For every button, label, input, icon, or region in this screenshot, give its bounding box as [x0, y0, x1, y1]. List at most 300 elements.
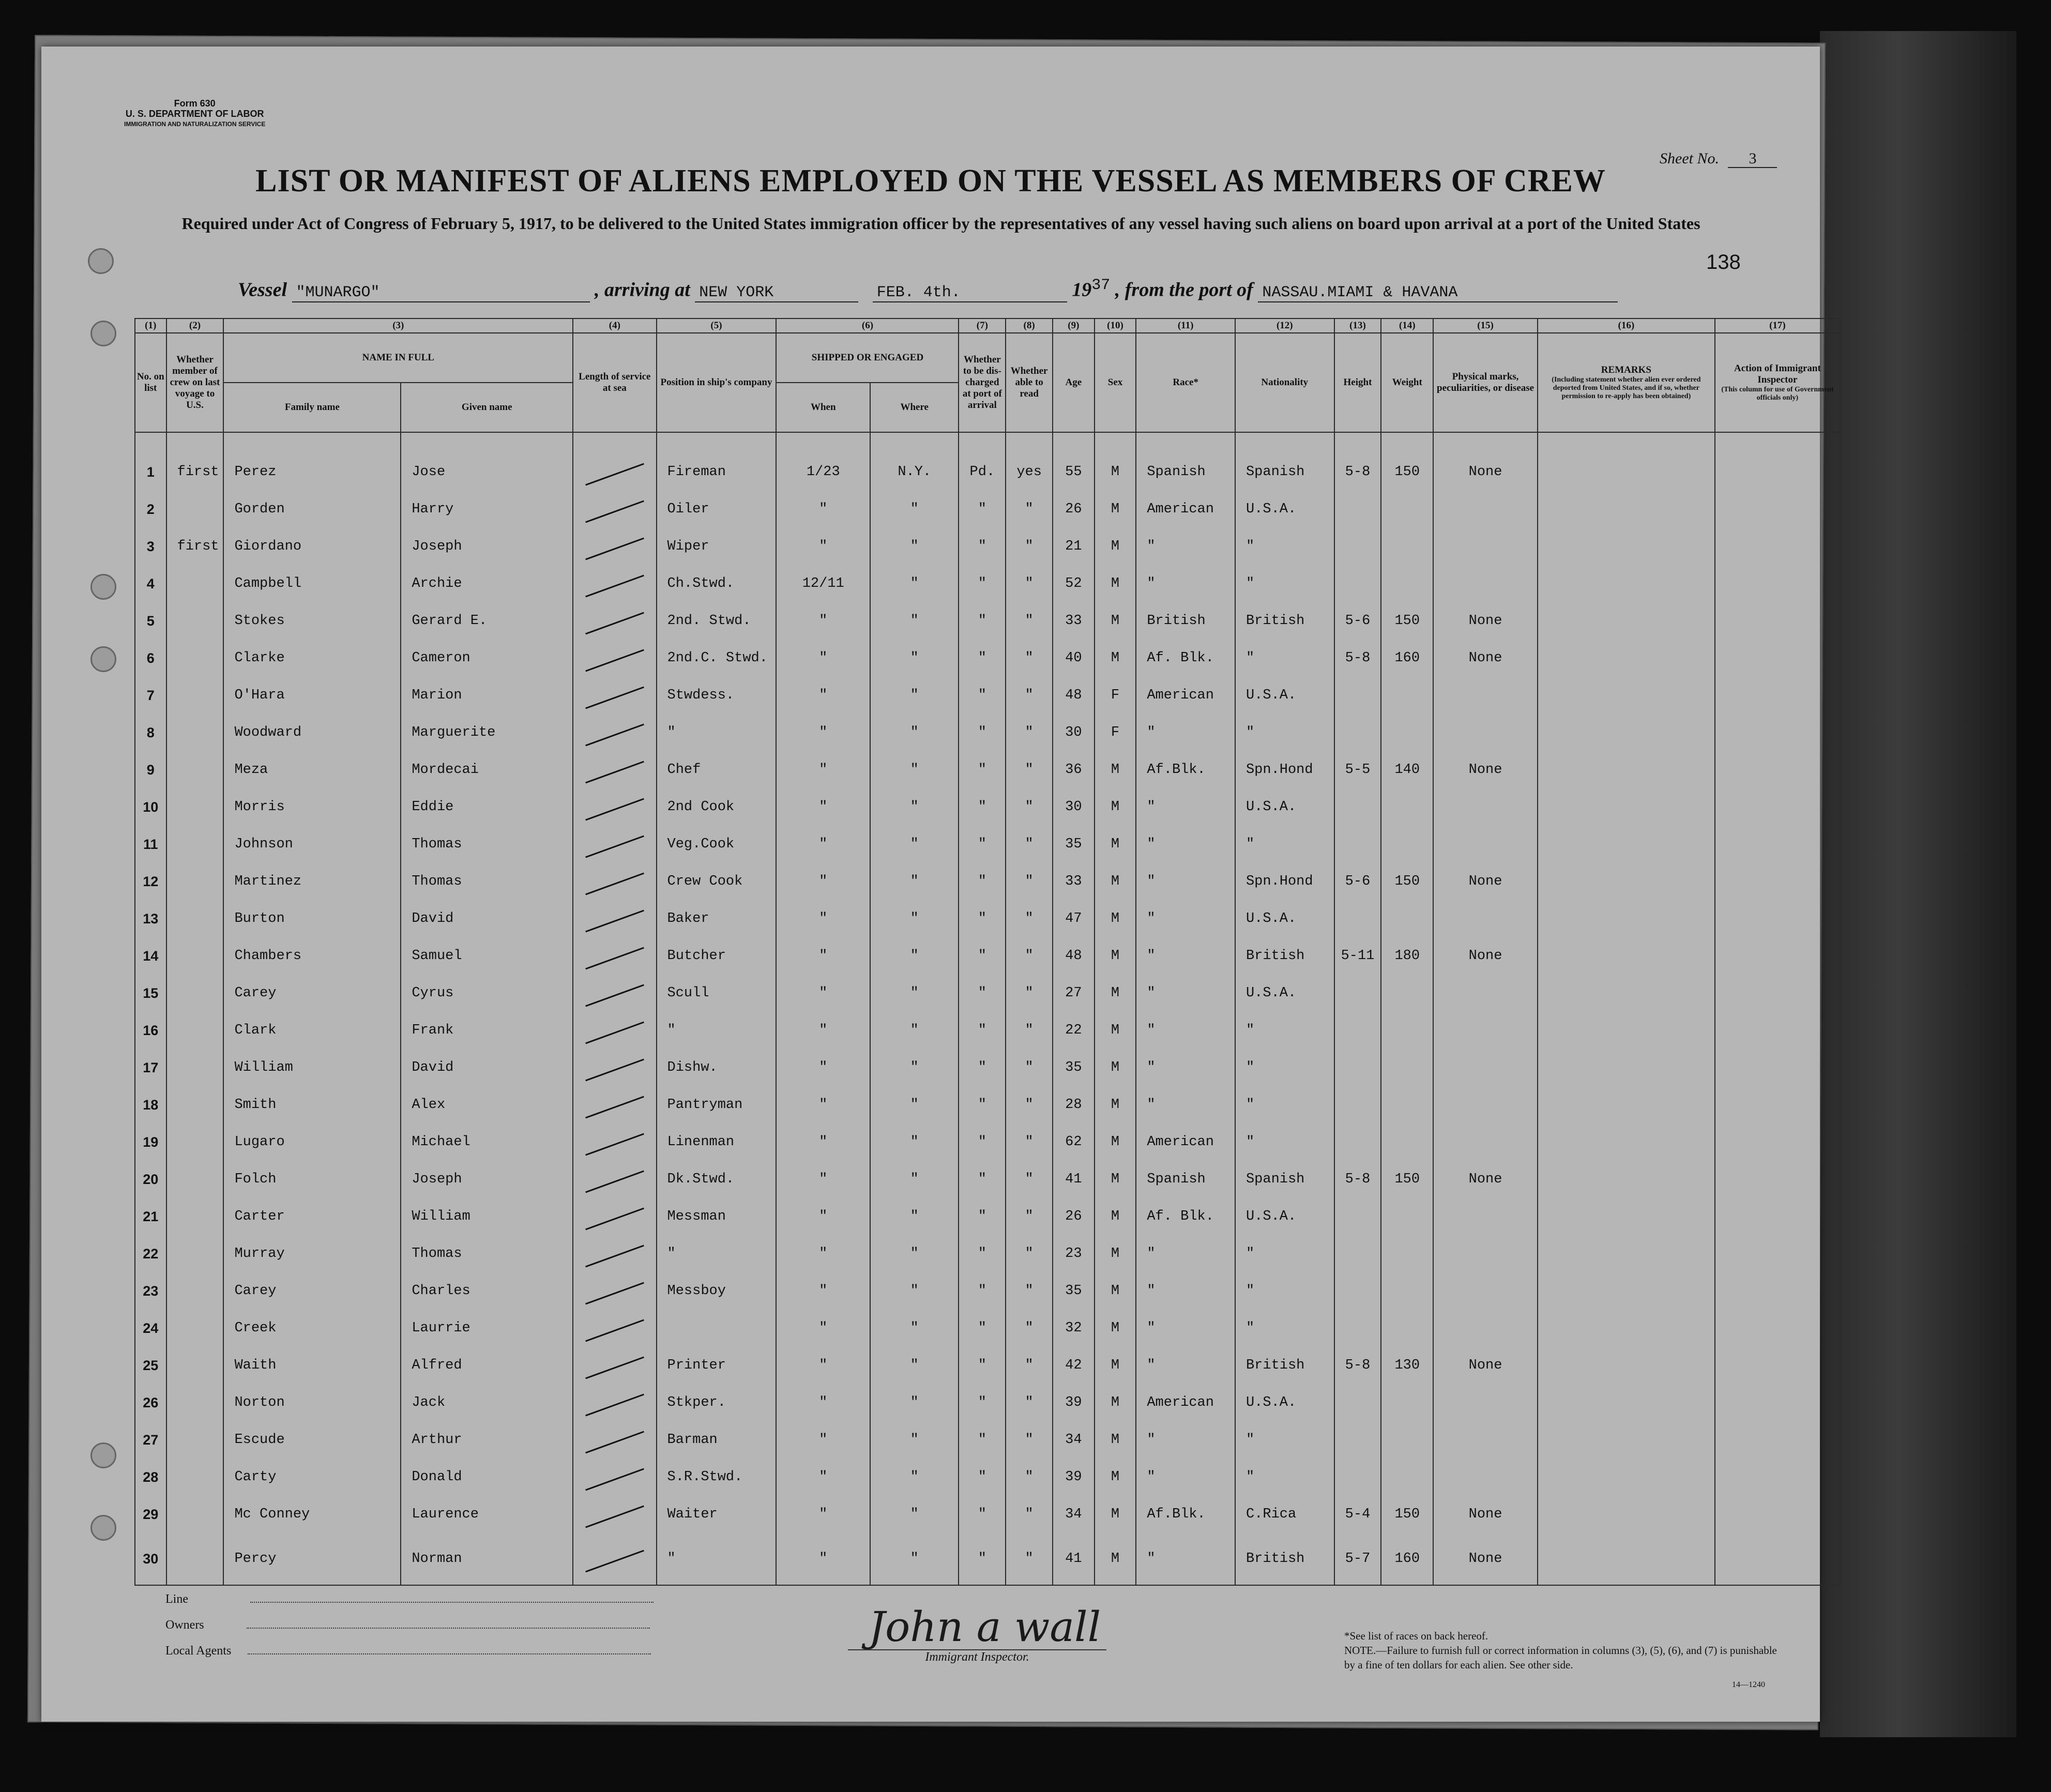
service-checkmark [573, 1012, 656, 1049]
cell-weight [1381, 1272, 1433, 1310]
cell-marks [1433, 714, 1538, 751]
empty-cell [1715, 1198, 1840, 1235]
cell-sex: M [1095, 788, 1136, 826]
cell-no: 28 [135, 1459, 166, 1496]
cell-where: " [870, 1421, 959, 1459]
empty-cell [1538, 900, 1715, 937]
header-last-voyage: Whether member of crew on last voyage to U.S. [166, 333, 224, 432]
cell-family: Johnson [223, 826, 401, 863]
cell-family: William [223, 1049, 401, 1086]
cell-position: Baker [657, 900, 777, 937]
table-row [135, 565, 1840, 602]
cell-where: " [870, 1235, 959, 1272]
check-slash-icon [585, 1282, 644, 1305]
cell-read: " [1006, 602, 1053, 640]
cell-no: 8 [135, 714, 166, 751]
table-row [135, 453, 1840, 491]
table-row [135, 1533, 1840, 1585]
table-row [135, 826, 1840, 863]
cell-weight: 150 [1381, 602, 1433, 640]
cell-marks [1433, 1272, 1538, 1310]
service-checkmark [573, 1161, 656, 1198]
cell-position: Dk.Stwd. [657, 1161, 777, 1198]
check-slash-icon [585, 687, 644, 709]
service-checkmark [573, 751, 656, 788]
cell-weight: 140 [1381, 751, 1433, 788]
empty-cell [1715, 1496, 1840, 1533]
empty-cell [1538, 788, 1715, 826]
cell-given: Archie [401, 565, 573, 602]
cell-race: " [1136, 1459, 1235, 1496]
cell-sex: M [1095, 975, 1136, 1012]
cell-marks [1433, 1049, 1538, 1086]
service-checkmark [573, 565, 656, 602]
cell-no: 11 [135, 826, 166, 863]
header-physical-marks: Physical marks, peculiarities, or disease [1433, 333, 1538, 432]
cell-height [1334, 528, 1381, 565]
cell-position: Butcher [657, 937, 777, 975]
cell-family: Stokes [223, 602, 401, 640]
department: U. S. DEPARTMENT OF LABOR [125, 109, 264, 119]
cell-family: Folch [223, 1161, 401, 1198]
cell-where: " [870, 1496, 959, 1533]
cell-read: " [1006, 1347, 1053, 1384]
binder-hole [90, 646, 116, 672]
cell-sex: M [1095, 900, 1136, 937]
cell-position: Waiter [657, 1496, 777, 1533]
service-checkmark [573, 1347, 656, 1384]
cell-when: " [776, 826, 870, 863]
cell-sex: M [1095, 1533, 1136, 1585]
cell-read: " [1006, 1421, 1053, 1459]
cell-read: " [1006, 1310, 1053, 1347]
service-checkmark [573, 1235, 656, 1272]
empty-cell [1538, 1310, 1715, 1347]
cell-marks [1433, 1235, 1538, 1272]
cell-marks: None [1433, 751, 1538, 788]
cell-when: " [776, 1012, 870, 1049]
arrival-date: FEB. 4th. [873, 284, 1067, 302]
column-number-row [135, 318, 1840, 333]
header-family-name: Family name [223, 383, 401, 432]
cell-weight [1381, 677, 1433, 714]
empty-cell [1538, 1272, 1715, 1310]
cell-discharged: " [959, 1198, 1006, 1235]
col-no-1: (1) [135, 318, 166, 333]
cell-position: 2nd. Stwd. [657, 602, 777, 640]
cell-when: " [776, 937, 870, 975]
races-note: *See list of races on back hereof. [1344, 1630, 1488, 1642]
cell-given: Gerard E. [401, 602, 573, 640]
service-checkmark [573, 640, 656, 677]
cell-no: 20 [135, 1161, 166, 1198]
cell-no: 13 [135, 900, 166, 937]
cell-discharged: " [959, 1235, 1006, 1272]
cell-last-voyage [166, 1272, 224, 1310]
cell-when: " [776, 1198, 870, 1235]
empty-cell [1715, 453, 1840, 491]
empty-cell [1715, 1310, 1840, 1347]
cell-race: " [1136, 1533, 1235, 1585]
cell-no: 5 [135, 602, 166, 640]
cell-marks [1433, 900, 1538, 937]
cell-height [1334, 788, 1381, 826]
cell-sex: M [1095, 640, 1136, 677]
cell-weight: 130 [1381, 1347, 1433, 1384]
header-remarks [1538, 333, 1715, 432]
cell-family: Chambers [223, 937, 401, 975]
cell-last-voyage [166, 1384, 224, 1421]
cell-nationality: " [1235, 1310, 1334, 1347]
service-checkmark [573, 1086, 656, 1123]
cell-marks [1433, 1310, 1538, 1347]
cell-no: 10 [135, 788, 166, 826]
header-weight: Weight [1381, 333, 1433, 432]
cell-weight [1381, 900, 1433, 937]
cell-height [1334, 1421, 1381, 1459]
cell-nationality: " [1235, 1459, 1334, 1496]
cell-when: " [776, 1123, 870, 1161]
cell-height: 5-11 [1334, 937, 1381, 975]
cell-given: David [401, 1049, 573, 1086]
cell-position: Wiper [657, 528, 777, 565]
cell-where: " [870, 975, 959, 1012]
cell-when: 1/23 [776, 453, 870, 491]
penalty-note: NOTE.—Failure to furnish full or correct information in columns (3), (5), (6), and (7) is punishable by a fine of ten dollars for each alien. See other side. [1344, 1644, 1777, 1671]
cell-read: " [1006, 714, 1053, 751]
check-slash-icon [585, 1059, 644, 1082]
empty-cell [1538, 528, 1715, 565]
cell-sex: F [1095, 677, 1136, 714]
cell-no: 29 [135, 1496, 166, 1533]
cell-last-voyage [166, 677, 224, 714]
cell-age: 26 [1053, 491, 1095, 528]
cell-weight: 150 [1381, 1496, 1433, 1533]
cell-discharged: " [959, 1086, 1006, 1123]
cell-height: 5-8 [1334, 453, 1381, 491]
cell-race: Af. Blk. [1136, 1198, 1235, 1235]
cell-height [1334, 1384, 1381, 1421]
header-age: Age [1053, 333, 1095, 432]
header-position: Position in ship's company [657, 333, 777, 432]
col-no-10: (10) [1095, 318, 1136, 333]
cell-given: Joseph [401, 1161, 573, 1198]
cell-last-voyage [166, 491, 224, 528]
check-slash-icon [585, 1431, 644, 1454]
from-port: NASSAU.MIAMI & HAVANA [1258, 284, 1618, 302]
cell-position [657, 1310, 777, 1347]
cell-discharged: " [959, 1123, 1006, 1161]
cell-when: " [776, 1235, 870, 1272]
cell-when: " [776, 1310, 870, 1347]
cell-when: " [776, 900, 870, 937]
cell-read: yes [1006, 453, 1053, 491]
cell-discharged: " [959, 937, 1006, 975]
cell-race: Af.Blk. [1136, 751, 1235, 788]
cell-age: 40 [1053, 640, 1095, 677]
cell-sex: M [1095, 602, 1136, 640]
cell-race: Af. Blk. [1136, 640, 1235, 677]
crew-table [134, 318, 1841, 1586]
col-no-2: (2) [166, 318, 224, 333]
cell-marks [1433, 528, 1538, 565]
table-row [135, 1086, 1840, 1123]
col-no-7: (7) [959, 318, 1006, 333]
table-row [135, 491, 1840, 528]
cell-where: " [870, 1198, 959, 1235]
service-checkmark [573, 1384, 656, 1421]
cell-given: Norman [401, 1533, 573, 1585]
col-no-15: (15) [1433, 318, 1538, 333]
cell-marks [1433, 1384, 1538, 1421]
cell-position: Messboy [657, 1272, 777, 1310]
cell-where: " [870, 937, 959, 975]
cell-discharged: " [959, 640, 1006, 677]
cell-position: " [657, 1012, 777, 1049]
cell-height: 5-8 [1334, 1347, 1381, 1384]
table-row [135, 1310, 1840, 1347]
cell-sex: M [1095, 491, 1136, 528]
sheet-value: 3 [1728, 150, 1777, 168]
cell-family: Waith [223, 1347, 401, 1384]
cell-age: 34 [1053, 1496, 1095, 1533]
binder-hole [90, 321, 116, 346]
cell-age: 39 [1053, 1384, 1095, 1421]
cell-nationality: " [1235, 714, 1334, 751]
table-row [135, 677, 1840, 714]
cell-discharged: " [959, 1496, 1006, 1533]
cell-read: " [1006, 1086, 1053, 1123]
table-row [135, 528, 1840, 565]
empty-cell [1538, 677, 1715, 714]
page-number: 138 [1706, 251, 1741, 274]
cell-read: " [1006, 975, 1053, 1012]
cell-position: Printer [657, 1347, 777, 1384]
cell-height [1334, 1235, 1381, 1272]
cell-family: Perez [223, 453, 401, 491]
cell-race: " [1136, 900, 1235, 937]
cell-given: Frank [401, 1012, 573, 1049]
cell-family: Escude [223, 1421, 401, 1459]
cell-family: Meza [223, 751, 401, 788]
cell-race: " [1136, 975, 1235, 1012]
cell-where: " [870, 900, 959, 937]
cell-last-voyage [166, 788, 224, 826]
cell-nationality: " [1235, 1421, 1334, 1459]
cell-where: " [870, 1272, 959, 1310]
cell-height [1334, 900, 1381, 937]
cell-where: " [870, 1459, 959, 1496]
cell-no: 18 [135, 1086, 166, 1123]
cell-sex: M [1095, 1459, 1136, 1496]
cell-sex: M [1095, 863, 1136, 900]
binder-hole [90, 1515, 116, 1541]
cell-position: S.R.Stwd. [657, 1459, 777, 1496]
cell-family: Clark [223, 1012, 401, 1049]
cell-family: Martinez [223, 863, 401, 900]
cell-read: " [1006, 1384, 1053, 1421]
empty-cell [1538, 1049, 1715, 1086]
check-slash-icon [585, 1171, 644, 1193]
cell-age: 26 [1053, 1198, 1095, 1235]
cell-no: 4 [135, 565, 166, 602]
cell-weight [1381, 826, 1433, 863]
binder-hole [90, 1442, 116, 1468]
check-slash-icon [585, 1245, 644, 1268]
cell-discharged: " [959, 1049, 1006, 1086]
check-slash-icon [585, 1357, 644, 1379]
cell-sex: M [1095, 751, 1136, 788]
cell-race: " [1136, 528, 1235, 565]
cell-where: " [870, 863, 959, 900]
cell-race: Af.Blk. [1136, 1496, 1235, 1533]
cell-given: Alex [401, 1086, 573, 1123]
cell-discharged: " [959, 1421, 1006, 1459]
cell-age: 34 [1053, 1421, 1095, 1459]
header-able-to-read: Whether able to read [1006, 333, 1053, 432]
service-checkmark [573, 975, 656, 1012]
cell-nationality: U.S.A. [1235, 491, 1334, 528]
cell-read: " [1006, 1198, 1053, 1235]
cell-sex: M [1095, 528, 1136, 565]
empty-cell [1715, 975, 1840, 1012]
table-row [135, 1384, 1840, 1421]
cell-given: Marion [401, 677, 573, 714]
table-row [135, 1161, 1840, 1198]
cell-position: Oiler [657, 491, 777, 528]
cell-position: " [657, 714, 777, 751]
cell-race: American [1136, 1384, 1235, 1421]
cell-family: Murray [223, 1235, 401, 1272]
cell-height [1334, 565, 1381, 602]
cell-nationality: Spanish [1235, 1161, 1334, 1198]
check-slash-icon [585, 1319, 644, 1342]
cell-when: " [776, 1459, 870, 1496]
cell-nationality: U.S.A. [1235, 1198, 1334, 1235]
cell-nationality: Spn.Hond [1235, 751, 1334, 788]
cell-family: Percy [223, 1533, 401, 1585]
cell-weight [1381, 1459, 1433, 1496]
cell-age: 39 [1053, 1459, 1095, 1496]
cell-last-voyage [166, 863, 224, 900]
footer-line-label: Line [165, 1592, 188, 1606]
service-checkmark [573, 1310, 656, 1347]
cell-race: " [1136, 863, 1235, 900]
empty-cell [1715, 677, 1840, 714]
signature-caption: Immigrant Inspector. [848, 1649, 1106, 1664]
cell-nationality: " [1235, 1272, 1334, 1310]
check-slash-icon [585, 724, 644, 747]
table-row [135, 1459, 1840, 1496]
cell-race: " [1136, 1086, 1235, 1123]
cell-last-voyage [166, 975, 224, 1012]
empty-cell [1715, 1123, 1840, 1161]
cell-marks [1433, 1198, 1538, 1235]
year-suffix: 37 [1091, 277, 1111, 294]
empty-cell [1538, 863, 1715, 900]
cell-discharged: " [959, 1272, 1006, 1310]
cell-no: 24 [135, 1310, 166, 1347]
service-checkmark [573, 1198, 656, 1235]
cell-discharged: " [959, 975, 1006, 1012]
cell-where: " [870, 1012, 959, 1049]
cell-where: " [870, 1086, 959, 1123]
check-slash-icon [585, 984, 644, 1007]
cell-height: 5-4 [1334, 1496, 1381, 1533]
cell-last-voyage [166, 900, 224, 937]
cell-last-voyage [166, 1012, 224, 1049]
cell-family: Creek [223, 1310, 401, 1347]
cell-last-voyage [166, 1347, 224, 1384]
cell-age: 36 [1053, 751, 1095, 788]
cell-last-voyage [166, 1533, 224, 1585]
manifest-sheet [41, 47, 1834, 1722]
empty-cell [1538, 1533, 1715, 1585]
page-title: LIST OR MANIFEST OF ALIENS EMPLOYED ON THE VESSEL AS MEMBERS OF CREW [255, 163, 1606, 199]
empty-cell [1715, 900, 1840, 937]
cell-position: Pantryman [657, 1086, 777, 1123]
footer-owners-label: Owners [165, 1618, 204, 1632]
service-checkmark [573, 1123, 656, 1161]
check-slash-icon [585, 612, 644, 635]
empty-cell [1538, 975, 1715, 1012]
cell-sex: M [1095, 1272, 1136, 1310]
cell-no: 12 [135, 863, 166, 900]
table-row [135, 640, 1840, 677]
header-sex: Sex [1095, 333, 1136, 432]
cell-race: " [1136, 714, 1235, 751]
cell-height [1334, 975, 1381, 1012]
cell-race: " [1136, 1347, 1235, 1384]
page-subtitle: Required under Act of Congress of February 5, 1917, to be delivered to the United States immigration officer by the representatives of any vessel having such aliens on board upon arrival at a port of the United States [181, 214, 1700, 233]
remarks-title: REMARKS [1601, 365, 1651, 375]
cell-age: 32 [1053, 1310, 1095, 1347]
check-slash-icon [585, 1096, 644, 1119]
cell-position: Stwdess. [657, 677, 777, 714]
table-row [135, 1421, 1840, 1459]
cell-read: " [1006, 1235, 1053, 1272]
cell-given: Alfred [401, 1347, 573, 1384]
check-slash-icon [585, 910, 644, 933]
cell-where: " [870, 528, 959, 565]
empty-cell [1538, 1012, 1715, 1049]
cell-family: Carey [223, 1272, 401, 1310]
cell-position: Scull [657, 975, 777, 1012]
cell-read: " [1006, 677, 1053, 714]
cell-race: British [1136, 602, 1235, 640]
cell-last-voyage [166, 826, 224, 863]
cell-weight: 150 [1381, 1161, 1433, 1198]
cell-position: 2nd Cook [657, 788, 777, 826]
cell-age: 48 [1053, 677, 1095, 714]
from-label: , from the port of [1115, 279, 1253, 301]
footer-line-field [165, 1592, 654, 1606]
empty-cell [1715, 751, 1840, 788]
cell-marks [1433, 677, 1538, 714]
cell-family: Woodward [223, 714, 401, 751]
cell-read: " [1006, 1496, 1053, 1533]
cell-when: " [776, 1347, 870, 1384]
cell-when: " [776, 714, 870, 751]
cell-nationality: C.Rica [1235, 1496, 1334, 1533]
cell-discharged: " [959, 826, 1006, 863]
service-checkmark [573, 1496, 656, 1533]
empty-cell [1715, 565, 1840, 602]
cell-when: " [776, 1384, 870, 1421]
cell-where: N.Y. [870, 453, 959, 491]
cell-marks [1433, 1086, 1538, 1123]
col-no-5: (5) [657, 318, 777, 333]
